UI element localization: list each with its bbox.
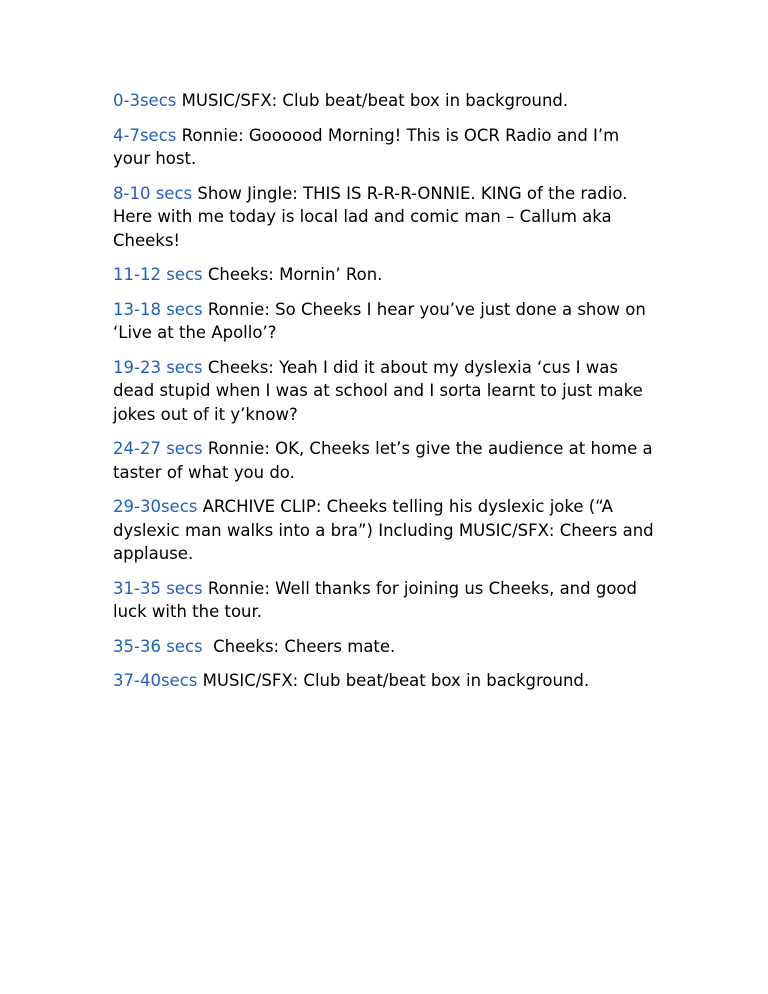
timestamp: 0-3secs (113, 91, 177, 110)
script-line: Ronnie: Well thanks for joining us Cheeks, and good luck with the tour. (113, 578, 637, 621)
script-entry-3 (113, 263, 658, 287)
script-line: Cheeks: Mornin’ Ron. (207, 265, 383, 284)
script-line: Show Jingle: THIS IS R-R-R-ONNIE. KING of the radio. Here with me today is local lad and comic man – Callum aka Cheeks! (113, 183, 628, 250)
script-line: Cheeks: Cheers mate. (207, 636, 396, 656)
script-line: ARCHIVE CLIP: Cheeks telling his dyslexic joke (“A dyslexic man walks into a bra”) Including MUSIC/SFX: Cheers and applause. (113, 497, 654, 563)
timestamp: 19-23 secs (113, 357, 203, 377)
script-entry-0 (113, 89, 658, 113)
timestamp: 11-12 secs (113, 265, 203, 284)
timestamp: 37-40secs (113, 671, 198, 690)
script-line: Ronnie: Goooood Morning! This is OCR Radio and I’m your host. (113, 125, 620, 168)
script-entry-10 (113, 669, 658, 693)
timestamp: 29-30secs (113, 497, 198, 516)
timestamp: 35-36 secs (113, 636, 203, 656)
timestamp: 8-10 secs (113, 183, 193, 203)
script-entry-9 (113, 635, 658, 659)
script-entry-1 (113, 124, 658, 171)
script-line: Ronnie: So Cheeks I hear you’ve just done a show on ‘Live at the Apollo’? (113, 299, 646, 342)
timestamp: 13-18 secs (113, 299, 203, 319)
script-entry-4 (113, 298, 658, 345)
script-entry-8 (113, 577, 658, 624)
script-line: MUSIC/SFX: Club beat/beat box in background. (202, 671, 590, 690)
timestamp: 31-35 secs (113, 578, 203, 598)
script-line: Cheeks: Yeah I did it about my dyslexia ‘cus I was dead stupid when I was at school and I sorta learnt to just make jokes out of it y’know? (113, 357, 643, 424)
script-entry-5 (113, 356, 658, 427)
script-entry-2 (113, 182, 658, 253)
timestamp: 24-27 secs (113, 439, 203, 458)
script-entry-7 (113, 495, 658, 566)
script-document (113, 89, 658, 704)
timestamp: 4-7secs (113, 125, 177, 145)
script-line: MUSIC/SFX: Club beat/beat box in background. (181, 91, 569, 110)
script-entry-6 (113, 437, 658, 484)
script-line: Ronnie: OK, Cheeks let’s give the audience at home a taster of what you do. (113, 439, 653, 482)
